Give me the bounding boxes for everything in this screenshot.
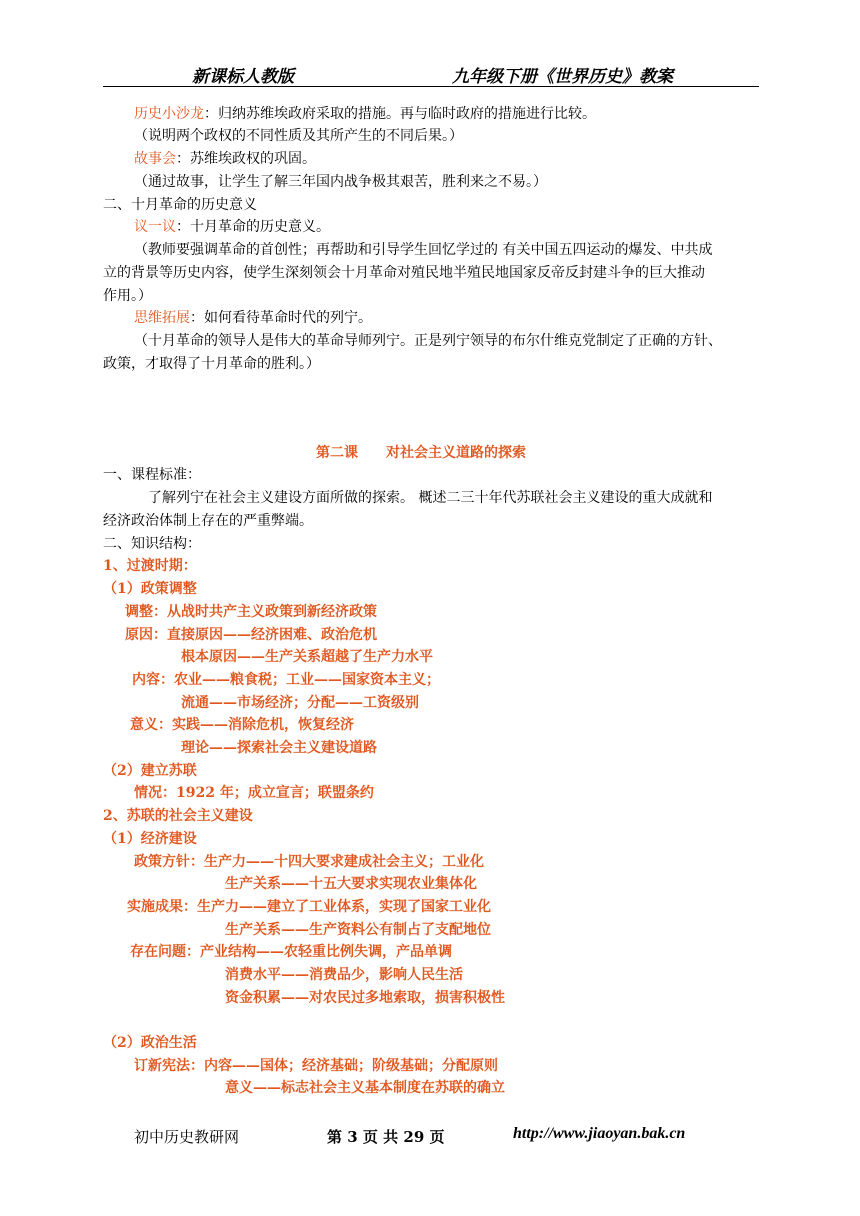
- outline-item: 1、过渡时期：: [103, 558, 197, 574]
- outline-item: 生产关系——十五大要求实现农业集体化: [225, 876, 477, 892]
- outline-item: 理论——探索社会主义建设道路: [181, 740, 377, 756]
- outline-item: （2）建立苏联: [103, 763, 197, 779]
- header-rule: [103, 86, 759, 87]
- section-heading: 二、知识结构：: [103, 536, 201, 552]
- note-line: （十月革命的领导人是伟大的革命导师列宁。正是列宁领导的布尔什维克党制定了正确的方针、: [134, 333, 722, 349]
- outline-item: 情况：1922 年；成立宣言；联盟条约: [134, 785, 374, 801]
- footer-url[interactable]: http://www.jiaoyan.bak.cn: [513, 1125, 686, 1142]
- standard-text: 经济政治体制上存在的严重弊端。: [103, 513, 313, 529]
- outline-item: （2）政治生活: [103, 1035, 197, 1051]
- outline-item: 资金积累——对农民过多地索取，损害积极性: [225, 990, 505, 1006]
- activity-line: 历史小沙龙：归纳苏维埃政府采取的措施。再与临时政府的措施进行比较。: [134, 106, 596, 122]
- note-line: 立的背景等历史内容，使学生深刻领会十月革命对殖民地半殖民地国家反帝反封建斗争的巨大推动: [103, 265, 705, 281]
- outline-item: 流通——市场经济；分配——工资级别: [181, 695, 419, 711]
- outline-item: 消费水平——消费品少，影响人民生活: [225, 967, 463, 983]
- footer-page-number: 第 3 页 共 29 页: [327, 1128, 445, 1146]
- outline-item: 订新宪法：内容——国体；经济基础；阶级基础；分配原则: [134, 1058, 498, 1074]
- note-line: 作用。）: [103, 288, 152, 304]
- outline-item: 内容：农业——粮食税；工业——国家资本主义；: [132, 672, 440, 688]
- header-right: 九年级下册《世界历史》教案: [452, 67, 673, 87]
- section-heading: 一、课程标准：: [103, 467, 201, 483]
- activity-line: 思维拓展：如何看待革命时代的列宁。: [134, 310, 372, 326]
- outline-item: 调整：从战时共产主义政策到新经济政策: [125, 604, 377, 620]
- standard-text: 了解列宁在社会主义建设方面所做的探索。 概述二三十年代苏联社会主义建设的重大成就和: [148, 490, 713, 506]
- outline-item: 政策方针：生产力——十四大要求建成社会主义；工业化: [134, 854, 484, 870]
- outline-item: 意义——标志社会主义基本制度在苏联的确立: [225, 1080, 505, 1096]
- lesson-title: 第二课 对社会主义道路的探索: [316, 445, 526, 461]
- note-line: （说明两个政权的不同性质及其所产生的不同后果。）: [134, 128, 463, 144]
- outline-item: 实施成果：生产力——建立了工业体系，实现了国家工业化: [127, 899, 491, 915]
- note-line: （教师要强调革命的首创性；再帮助和引导学生回忆学过的 有关中国五四运动的爆发、中共成: [134, 242, 713, 258]
- outline-item: （1）政策调整: [103, 581, 197, 597]
- activity-line: 议一议：十月革命的历史意义。: [134, 219, 330, 235]
- outline-item: 原因：直接原因——经济困难、政治危机: [125, 627, 377, 643]
- outline-item: 存在问题：产业结构——农轻重比例失调，产品单调: [130, 944, 452, 960]
- outline-item: 意义：实践——消除危机，恢复经济: [130, 717, 354, 733]
- outline-item: （1）经济建设: [103, 831, 197, 847]
- outline-item: 生产关系——生产资料公有制占了支配地位: [225, 922, 491, 938]
- activity-line: 故事会：苏维埃政权的巩固。: [134, 151, 316, 167]
- header-left: 新课标人教版: [192, 67, 294, 87]
- note-line: 政策，才取得了十月革命的胜利。）: [103, 356, 320, 372]
- outline-item: 2、苏联的社会主义建设: [103, 808, 253, 824]
- section-heading: 二、十月革命的历史意义: [103, 197, 257, 213]
- note-line: （通过故事，让学生了解三年国内战争极其艰苦，胜利来之不易。）: [134, 174, 547, 190]
- outline-item: 根本原因——生产关系超越了生产力水平: [181, 649, 433, 665]
- footer-site: 初中历史教研网: [134, 1128, 240, 1146]
